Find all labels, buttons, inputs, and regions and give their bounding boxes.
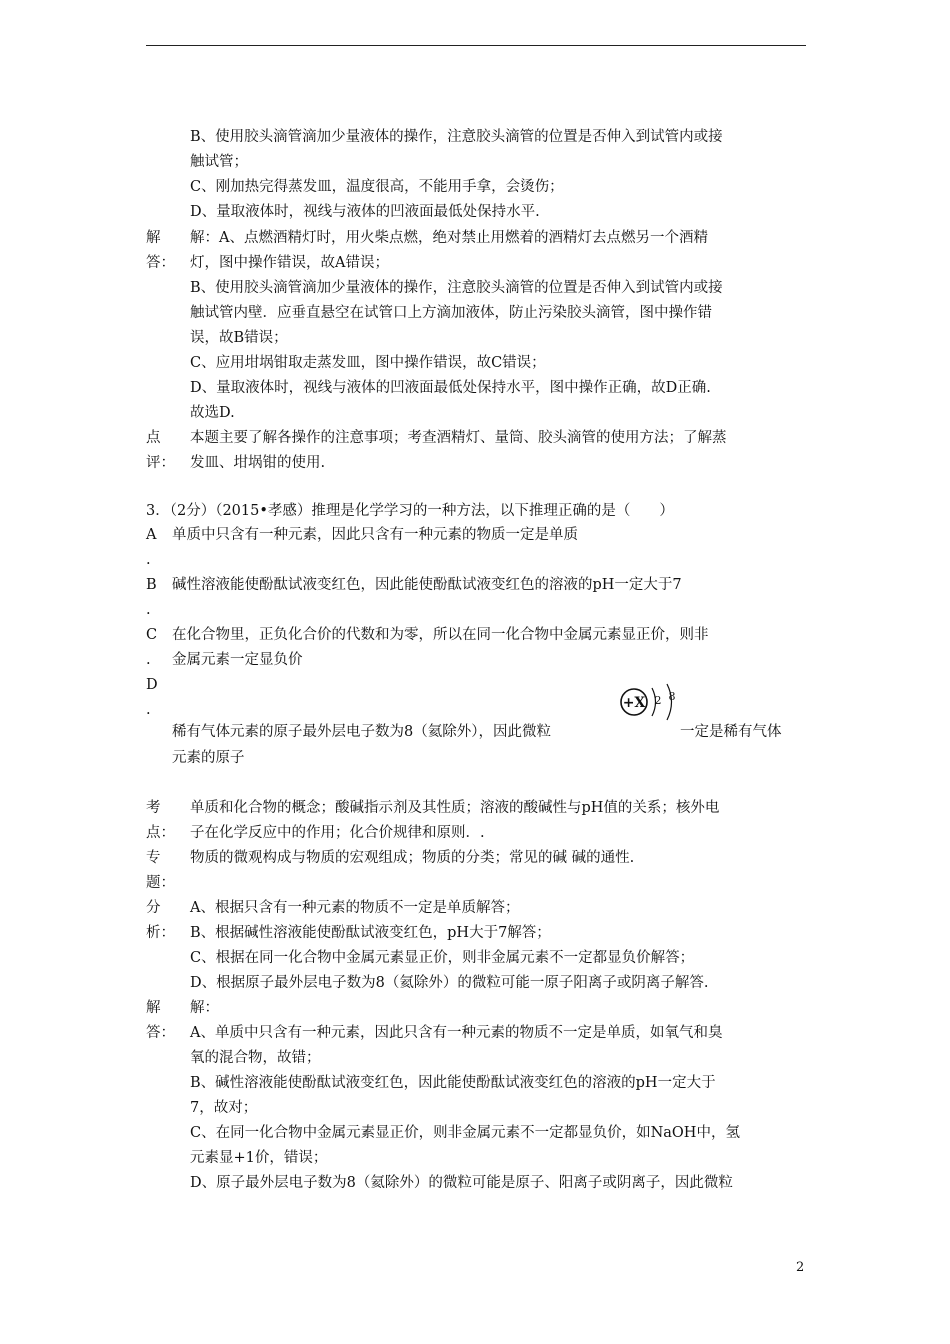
text-line: 本题主要了解各操作的注意事项；考查酒精灯、量筒、胶头滴管的使用方法；了解蒸: [190, 430, 727, 446]
text-line: C、应用坩埚钳取走蒸发皿，图中操作错误，故C错误；: [190, 355, 546, 371]
text-line: D、量取液体时，视线与液体的凹液面最低处保持水平，图中操作正确，故D正确.: [190, 380, 711, 396]
question-stem: 3．（2分）（2015•孝感）推理是化学学习的一种方法，以下推理正确的是（ ）: [146, 503, 674, 519]
fenxi-label: 分: [146, 900, 161, 916]
text-line: 故选D.: [190, 405, 235, 421]
jieda-label: 解: [146, 1000, 161, 1016]
text-line: 单质和化合物的概念；酸碱指示剂及其性质；溶液的酸碱性与pH值的关系；核外电: [190, 800, 720, 816]
option-c-text: 金属元素一定显负价: [172, 652, 303, 668]
option-dot: .: [146, 652, 151, 668]
text-line: C、在同一化合物中金属元素显正价，则非金属元素不一定都显负价，如NaOH中，氢: [190, 1125, 740, 1141]
text-line: 误，故B错误；: [190, 330, 288, 346]
atom-structure-diagram: [612, 682, 684, 722]
answer-label: 解: [146, 230, 161, 246]
text-line: B、使用胶头滴管滴加少量液体的操作，注意胶头滴管的位置是否伸入到试管内或接: [190, 129, 723, 145]
text-line: 氧的混合物，故错；: [190, 1050, 321, 1066]
option-a-text: 单质中只含有一种元素，因此只含有一种元素的物质一定是单质: [172, 527, 578, 543]
jieda-label: 答：: [146, 1025, 175, 1041]
text-line: 解：A、点燃酒精灯时，用火柴点燃，绝对禁止用燃着的酒精灯去点燃另一个酒精: [190, 230, 708, 246]
option-label-a: A: [146, 527, 157, 543]
text-line: 物质的微观构成与物质的宏观组成；物质的分类；常见的碱 碱的通性.: [190, 850, 635, 866]
text-line: D、原子最外层电子数为8（氦除外）的微粒可能是原子、阳离子或阴离子，因此微粒: [190, 1175, 733, 1191]
option-d-text: 一定是稀有气体: [680, 724, 782, 740]
fenxi-label: 析：: [146, 925, 175, 941]
text-line: B、根据碱性溶液能使酚酞试液变红色，pH大于7解答；: [190, 925, 551, 941]
zhuanti-label: 专: [146, 850, 161, 866]
text-line: C、根据在同一化合物中金属元素显正价，则非金属元素不一定都显负价解答；: [190, 950, 695, 966]
comment-label: 评：: [146, 455, 175, 471]
kaodian-label: 考: [146, 800, 161, 816]
text-line: 解：: [190, 1000, 219, 1016]
option-d-text: 稀有气体元素的原子最外层电子数为8（氦除外），因此微粒: [172, 724, 551, 740]
text-line: 触试管内壁．应垂直悬空在试管口上方滴加液体，防止污染胶头滴管，图中操作错: [190, 305, 712, 321]
kaodian-label: 点：: [146, 825, 175, 841]
text-line: A、单质中只含有一种元素，因此只含有一种元素的物质不一定是单质，如氧气和臭: [190, 1025, 723, 1041]
shell-electron-count: 2: [654, 694, 662, 707]
answer-label: 答：: [146, 255, 175, 271]
text-line: 元素显+1价，错误；: [190, 1150, 328, 1166]
header-rule: [146, 45, 806, 46]
text-line: 触试管；: [190, 154, 248, 170]
text-line: 7，故对；: [190, 1100, 258, 1116]
option-dot: .: [146, 602, 151, 618]
option-dot: .: [146, 552, 151, 568]
zhuanti-label: 题：: [146, 875, 175, 891]
option-d-text: 元素的原子: [172, 750, 245, 766]
comment-label: 点: [146, 430, 161, 446]
page-number: 2: [796, 1260, 805, 1275]
text-line: 子在化学反应中的作用；化合价规律和原则．.: [190, 825, 485, 841]
text-line: 灯，图中操作错误，故A错误；: [190, 255, 389, 271]
text-line: B、使用胶头滴管滴加少量液体的操作，注意胶头滴管的位置是否伸入到试管内或接: [190, 280, 723, 296]
option-label-b: B: [146, 577, 157, 593]
shell-electron-count: 8: [668, 690, 676, 703]
text-line: D、根据原子最外层电子数为8（氦除外）的微粒可能一原子阳离子或阴离子解答.: [190, 975, 709, 991]
text-line: A、根据只含有一种元素的物质不一定是单质解答；: [190, 900, 520, 916]
option-c-text: 在化合物里，正负化合价的代数和为零，所以在同一化合物中金属元素显正价，则非: [172, 627, 709, 643]
text-line: B、碱性溶液能使酚酞试液变红色，因此能使酚酞试液变红色的溶液的pH一定大于: [190, 1075, 716, 1091]
text-line: 发皿、坩埚钳的使用.: [190, 455, 326, 471]
option-dot: .: [146, 702, 151, 718]
nucleus-label: +X: [622, 695, 646, 711]
option-label-d: D: [146, 677, 158, 693]
text-line: D、量取液体时，视线与液体的凹液面最低处保持水平.: [190, 204, 540, 220]
option-b-text: 碱性溶液能使酚酞试液变红色，因此能使酚酞试液变红色的溶液的pH一定大于7: [172, 577, 682, 593]
option-label-c: C: [146, 627, 158, 643]
text-line: C、刚加热完得蒸发皿，温度很高，不能用手拿，会烫伤；: [190, 179, 564, 195]
